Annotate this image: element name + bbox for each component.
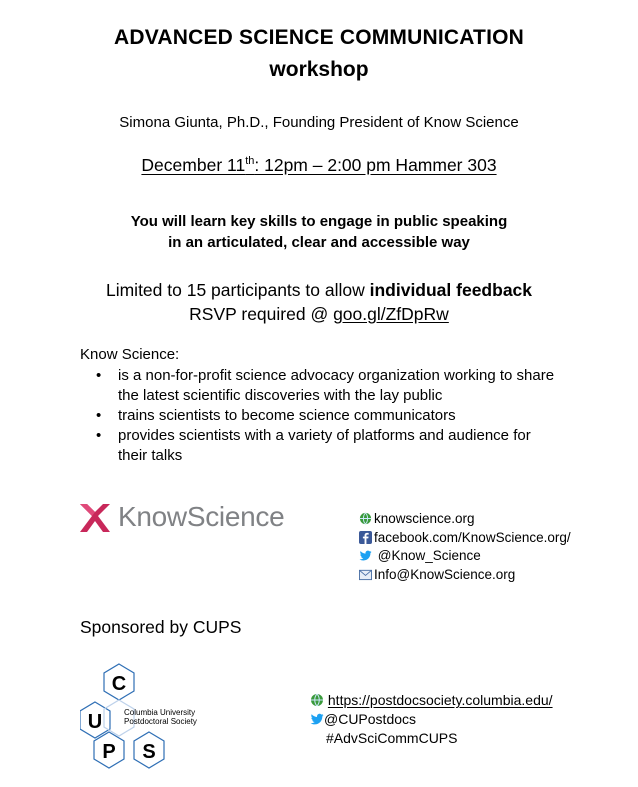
date-time-location: : 12pm – 2:00 pm Hammer 303	[254, 155, 497, 175]
rsvp-line	[0, 304, 638, 325]
know-science-list	[80, 366, 560, 466]
globe-icon	[310, 693, 324, 707]
date-ordinal: th	[245, 155, 255, 167]
globe-icon	[359, 512, 372, 525]
cups-website-link[interactable]: https://postdocsociety.columbia.edu/	[327, 692, 553, 708]
ks-website-text: knowscience.org	[374, 511, 475, 526]
title-line-2: workshop	[269, 58, 369, 81]
list-item-text: provides scientists with a variety of platforms and audience for their talks	[118, 427, 531, 464]
cups-twitter[interactable]	[310, 711, 416, 727]
learn-line-2: in an articulated, clear and accessible way	[168, 234, 470, 251]
limited-prefix: Limited to 15 participants to allow	[105, 280, 370, 300]
facebook-icon	[359, 531, 372, 544]
date-day: December 11	[141, 155, 246, 175]
cups-letter-c: C	[111, 673, 127, 695]
ks-facebook-text: facebook.com/KnowScience.org/	[374, 530, 571, 545]
cups-letter-u: U	[87, 711, 103, 733]
know-science-wordmark: KnowScience	[118, 501, 285, 532]
list-item	[80, 366, 560, 406]
cups-website[interactable]	[310, 692, 553, 708]
know-science-heading: Know Science:	[80, 346, 180, 363]
list-item-text: trains scientists to become science communicators	[118, 407, 456, 424]
limited-participants	[0, 280, 638, 301]
email-icon	[359, 568, 372, 581]
speaker-line: Simona Giunta, Ph.D., Founding President of Know Science	[119, 114, 519, 131]
twitter-bird-icon	[310, 712, 324, 726]
ks-email[interactable]	[359, 567, 515, 582]
bullet-icon: •	[96, 367, 102, 384]
list-item	[80, 426, 560, 466]
cups-letter-p: P	[102, 741, 116, 763]
ks-facebook[interactable]	[359, 530, 571, 545]
list-item	[80, 406, 560, 426]
bullet-icon: •	[96, 427, 102, 444]
cups-hexagon-logo	[80, 660, 230, 772]
ks-twitter-text: @Know_Science	[377, 548, 481, 563]
cups-org-line-1: Columbia University	[124, 708, 196, 717]
twitter-bird-icon	[359, 549, 372, 562]
limited-bold: individual feedback	[369, 280, 533, 300]
cups-twitter-text: @CUPostdocs	[324, 711, 417, 727]
event-date	[0, 155, 638, 176]
title-line-1: ADVANCED SCIENCE COMMUNICATION	[113, 26, 525, 49]
ks-website[interactable]	[359, 511, 475, 526]
list-item-text: is a non-for-profit science advocacy organization working to share the latest scientific discoveries with the lay public	[118, 367, 555, 404]
learn-line-1: You will learn key skills to engage in public speaking	[130, 213, 508, 230]
ks-email-text: Info@KnowScience.org	[374, 567, 516, 582]
bullet-icon: •	[96, 407, 102, 424]
rsvp-prefix: RSVP required @	[189, 304, 334, 324]
cups-letter-s: S	[142, 741, 156, 763]
cups-hashtag: #AdvSciCommCUPS	[326, 730, 458, 746]
rsvp-link[interactable]: goo.gl/ZfDpRw	[333, 304, 449, 324]
sponsor-line: Sponsored by CUPS	[80, 617, 242, 637]
know-science-x-icon	[78, 501, 112, 535]
know-science-logo	[78, 498, 318, 538]
ks-twitter[interactable]	[359, 548, 481, 563]
cups-logo	[80, 660, 230, 772]
cups-org-line-2: Postdoctoral Society	[124, 717, 197, 726]
